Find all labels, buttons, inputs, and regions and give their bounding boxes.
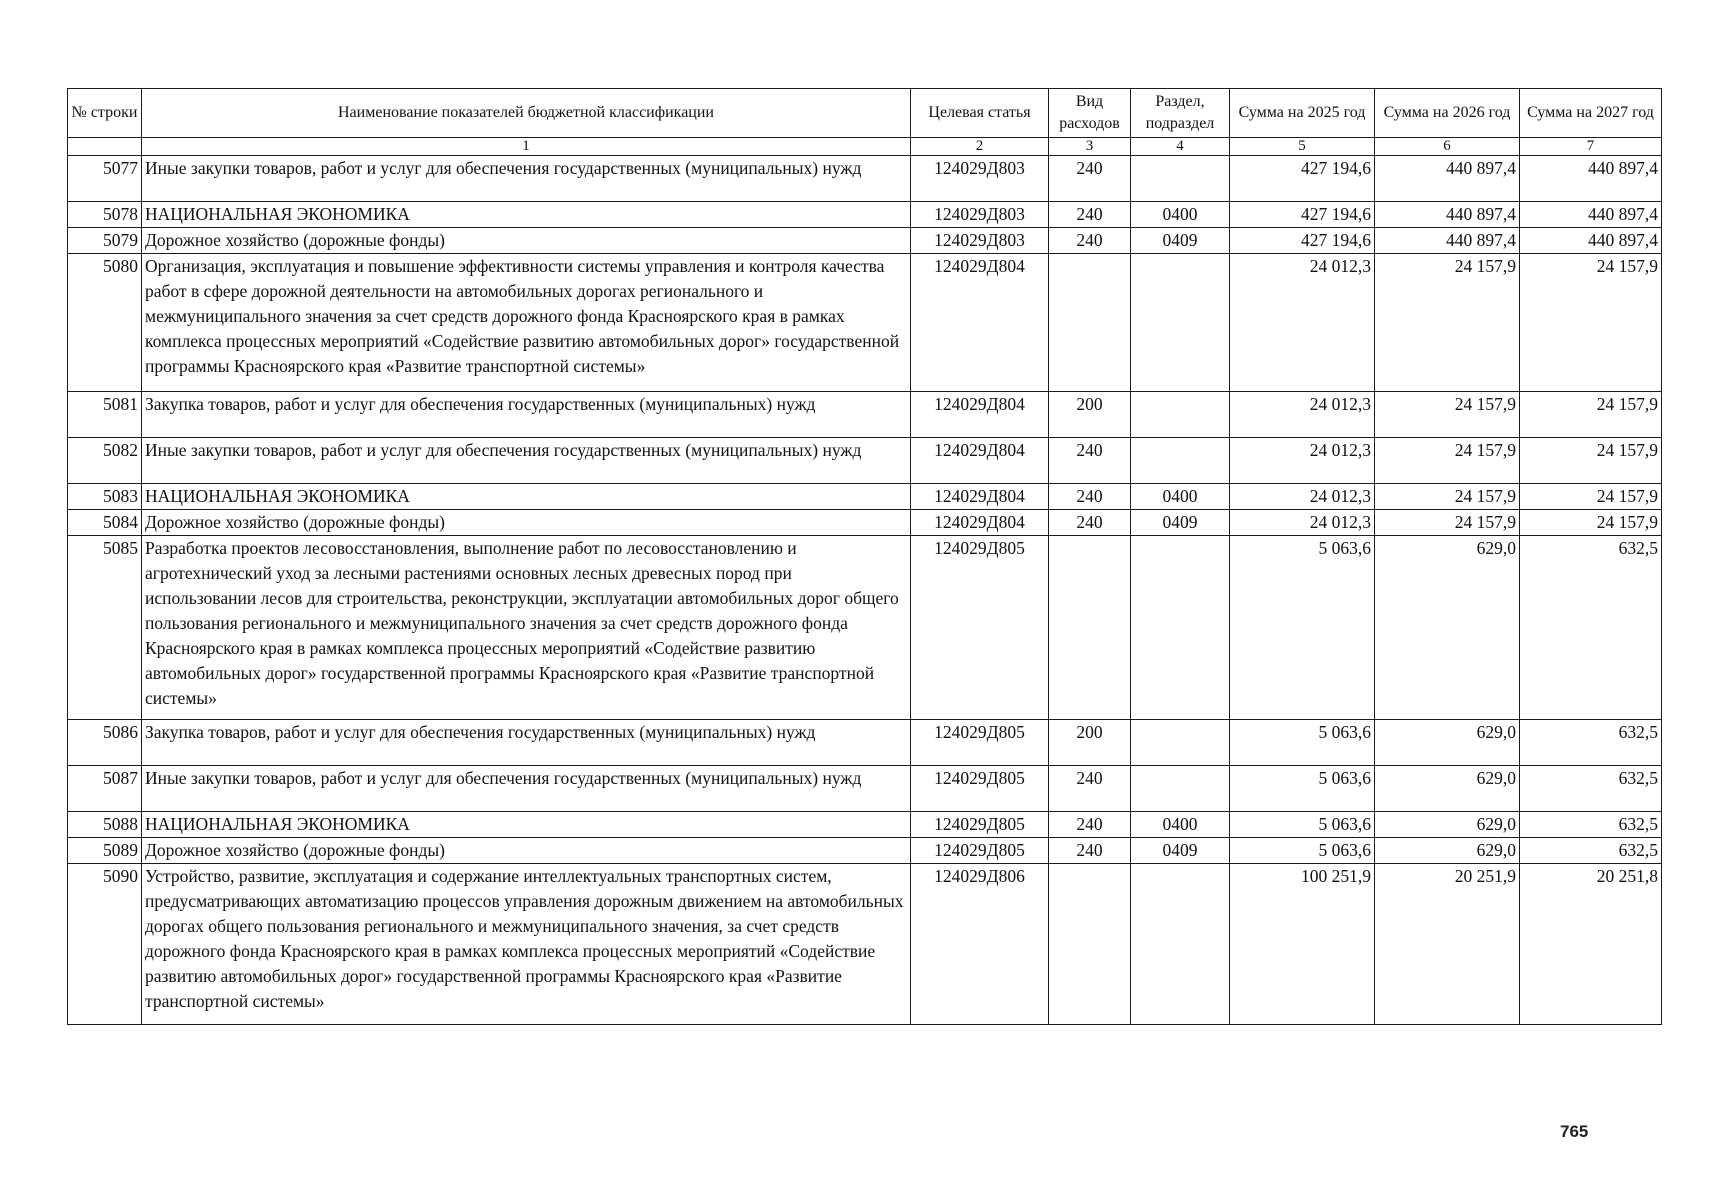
sum-2027: 440 897,4 — [1520, 156, 1662, 202]
expense-type: 240 — [1049, 484, 1131, 510]
table-row — [68, 202, 1662, 228]
section-code: 0400 — [1131, 812, 1230, 838]
column-index: 2 — [911, 138, 1049, 156]
table-row — [68, 720, 1662, 766]
expense-type: 240 — [1049, 438, 1131, 484]
expense-type: 240 — [1049, 510, 1131, 536]
expense-type: 240 — [1049, 766, 1131, 812]
indicator-name: НАЦИОНАЛЬНАЯ ЭКОНОМИКА — [142, 812, 911, 838]
target-article: 124029Д803 — [911, 202, 1049, 228]
expense-type: 200 — [1049, 720, 1131, 766]
indicator-name: Организация, эксплуатация и повышение эффективности системы управления и контроля качества работ в сфере дорожной деятельности на автомобильных дорогах регионального и межмуниципального значения за счет средств дорожного фонда Красноярского края в рамках комплекса процессных мероприятий «Содействие развитию автомобильных дорог» государственной программы Красноярского края «Развитие транспортной системы» — [142, 254, 911, 392]
indicator-name: Иные закупки товаров, работ и услуг для обеспечения государственных (муниципальных) нужд — [142, 156, 911, 202]
sum-2025: 24 012,3 — [1230, 254, 1375, 392]
expense-type: 240 — [1049, 838, 1131, 864]
sum-2026: 24 157,9 — [1375, 484, 1520, 510]
expense-type: 240 — [1049, 156, 1131, 202]
sum-2026: 24 157,9 — [1375, 392, 1520, 438]
header-section: Раздел, подраздел — [1131, 89, 1230, 138]
sum-2025: 5 063,6 — [1230, 838, 1375, 864]
sum-2025: 5 063,6 — [1230, 812, 1375, 838]
section-code — [1131, 392, 1230, 438]
sum-2027: 24 157,9 — [1520, 510, 1662, 536]
target-article: 124029Д805 — [911, 766, 1049, 812]
row-number: 5085 — [68, 536, 142, 720]
row-number: 5087 — [68, 766, 142, 812]
sum-2025: 24 012,3 — [1230, 392, 1375, 438]
sum-2025: 427 194,6 — [1230, 228, 1375, 254]
sum-2027: 632,5 — [1520, 812, 1662, 838]
row-number: 5086 — [68, 720, 142, 766]
indicator-name: Дорожное хозяйство (дорожные фонды) — [142, 838, 911, 864]
table-row — [68, 838, 1662, 864]
target-article: 124029Д804 — [911, 254, 1049, 392]
target-article: 124029Д805 — [911, 812, 1049, 838]
table-row — [68, 392, 1662, 438]
indicator-name: Закупка товаров, работ и услуг для обеспечения государственных (муниципальных) нужд — [142, 392, 911, 438]
row-number: 5090 — [68, 864, 142, 1025]
header-name: Наименование показателей бюджетной классификации — [142, 89, 911, 138]
row-number: 5077 — [68, 156, 142, 202]
indicator-name: Дорожное хозяйство (дорожные фонды) — [142, 228, 911, 254]
column-index: 6 — [1375, 138, 1520, 156]
table-row — [68, 812, 1662, 838]
section-code — [1131, 156, 1230, 202]
column-index: 7 — [1520, 138, 1662, 156]
indicator-name: Разработка проектов лесовосстановления, выполнение работ по лесовосстановлению и агротехнический уход за лесными растениями основных лесных древесных пород при использовании лесов для строительства, реконструкции, эксплуатации автомобильных дорог общего пользования регионального и межмуниципального значения за счет средств дорожного фонда Красноярского края в рамках комплекса процессных мероприятий «Содействие развитию автомобильных дорог» государственной программы Красноярского края «Развитие транспортной системы» — [142, 536, 911, 720]
indicator-name: Закупка товаров, работ и услуг для обеспечения государственных (муниципальных) нужд — [142, 720, 911, 766]
sum-2026: 24 157,9 — [1375, 510, 1520, 536]
section-code — [1131, 536, 1230, 720]
header-sum-2027: Сумма на 2027 год — [1520, 89, 1662, 138]
sum-2025: 5 063,6 — [1230, 536, 1375, 720]
column-index: 1 — [142, 138, 911, 156]
section-code: 0400 — [1131, 484, 1230, 510]
expense-type: 240 — [1049, 202, 1131, 228]
row-number: 5078 — [68, 202, 142, 228]
row-number: 5081 — [68, 392, 142, 438]
column-index-row — [68, 138, 1662, 156]
target-article: 124029Д804 — [911, 438, 1049, 484]
sum-2026: 24 157,9 — [1375, 438, 1520, 484]
header-row — [68, 89, 1662, 138]
sum-2027: 24 157,9 — [1520, 438, 1662, 484]
section-code: 0409 — [1131, 510, 1230, 536]
section-code: 0409 — [1131, 228, 1230, 254]
section-code — [1131, 864, 1230, 1025]
target-article: 124029Д805 — [911, 838, 1049, 864]
budget-classification-table — [67, 88, 1662, 1025]
sum-2025: 24 012,3 — [1230, 484, 1375, 510]
target-article: 124029Д804 — [911, 392, 1049, 438]
column-index — [68, 138, 142, 156]
sum-2027: 632,5 — [1520, 838, 1662, 864]
sum-2027: 24 157,9 — [1520, 254, 1662, 392]
indicator-name: НАЦИОНАЛЬНАЯ ЭКОНОМИКА — [142, 484, 911, 510]
table-row — [68, 510, 1662, 536]
sum-2025: 5 063,6 — [1230, 720, 1375, 766]
sum-2027: 440 897,4 — [1520, 202, 1662, 228]
sum-2025: 24 012,3 — [1230, 510, 1375, 536]
table-body — [68, 156, 1662, 1025]
sum-2026: 629,0 — [1375, 838, 1520, 864]
table-row — [68, 438, 1662, 484]
target-article: 124029Д804 — [911, 484, 1049, 510]
expense-type — [1049, 254, 1131, 392]
indicator-name: Устройство, развитие, эксплуатация и содержание интеллектуальных транспортных систем, предусматривающих автоматизацию процессов управления дорожным движением на автомобильных дорогах общего пользования регионального и межмуниципального значения, за счет средств дорожного фонда Красноярского края в рамках комплекса процессных мероприятий «Содействие развитию автомобильных дорог» государственной программы Красноярского края «Развитие транспортной системы» — [142, 864, 911, 1025]
sum-2026: 440 897,4 — [1375, 156, 1520, 202]
target-article: 124029Д803 — [911, 156, 1049, 202]
expense-type: 200 — [1049, 392, 1131, 438]
row-number: 5079 — [68, 228, 142, 254]
section-code — [1131, 766, 1230, 812]
section-code — [1131, 720, 1230, 766]
sum-2025: 427 194,6 — [1230, 156, 1375, 202]
section-code — [1131, 254, 1230, 392]
column-index: 4 — [1131, 138, 1230, 156]
section-code: 0400 — [1131, 202, 1230, 228]
expense-type: 240 — [1049, 228, 1131, 254]
sum-2027: 632,5 — [1520, 766, 1662, 812]
sum-2025: 100 251,9 — [1230, 864, 1375, 1025]
indicator-name: Иные закупки товаров, работ и услуг для обеспечения государственных (муниципальных) нужд — [142, 766, 911, 812]
sum-2025: 5 063,6 — [1230, 766, 1375, 812]
table-row — [68, 254, 1662, 392]
sum-2027: 440 897,4 — [1520, 228, 1662, 254]
sum-2026: 24 157,9 — [1375, 254, 1520, 392]
header-expense-type: Вид расходов — [1049, 89, 1131, 138]
header-sum-2026: Сумма на 2026 год — [1375, 89, 1520, 138]
sum-2027: 632,5 — [1520, 720, 1662, 766]
sum-2026: 629,0 — [1375, 766, 1520, 812]
sum-2027: 632,5 — [1520, 536, 1662, 720]
header-row-number: № строки — [68, 89, 142, 138]
section-code: 0409 — [1131, 838, 1230, 864]
sum-2027: 24 157,9 — [1520, 392, 1662, 438]
expense-type — [1049, 536, 1131, 720]
sum-2026: 440 897,4 — [1375, 228, 1520, 254]
target-article: 124029Д805 — [911, 536, 1049, 720]
header-target-article: Целевая статья — [911, 89, 1049, 138]
expense-type — [1049, 864, 1131, 1025]
table-row — [68, 536, 1662, 720]
target-article: 124029Д806 — [911, 864, 1049, 1025]
sum-2027: 20 251,8 — [1520, 864, 1662, 1025]
sum-2026: 20 251,9 — [1375, 864, 1520, 1025]
table-row — [68, 484, 1662, 510]
sum-2026: 629,0 — [1375, 812, 1520, 838]
row-number: 5083 — [68, 484, 142, 510]
table-row — [68, 864, 1662, 1025]
target-article: 124029Д804 — [911, 510, 1049, 536]
column-index: 5 — [1230, 138, 1375, 156]
sum-2026: 629,0 — [1375, 536, 1520, 720]
sum-2026: 440 897,4 — [1375, 202, 1520, 228]
table-row — [68, 156, 1662, 202]
indicator-name: Иные закупки товаров, работ и услуг для обеспечения государственных (муниципальных) нужд — [142, 438, 911, 484]
target-article: 124029Д803 — [911, 228, 1049, 254]
section-code — [1131, 438, 1230, 484]
table-row — [68, 228, 1662, 254]
table-row — [68, 766, 1662, 812]
row-number: 5082 — [68, 438, 142, 484]
column-index: 3 — [1049, 138, 1131, 156]
header-sum-2025: Сумма на 2025 год — [1230, 89, 1375, 138]
indicator-name: Дорожное хозяйство (дорожные фонды) — [142, 510, 911, 536]
row-number: 5089 — [68, 838, 142, 864]
row-number: 5080 — [68, 254, 142, 392]
sum-2026: 629,0 — [1375, 720, 1520, 766]
row-number: 5088 — [68, 812, 142, 838]
sum-2027: 24 157,9 — [1520, 484, 1662, 510]
expense-type: 240 — [1049, 812, 1131, 838]
sum-2025: 427 194,6 — [1230, 202, 1375, 228]
indicator-name: НАЦИОНАЛЬНАЯ ЭКОНОМИКА — [142, 202, 911, 228]
sum-2025: 24 012,3 — [1230, 438, 1375, 484]
target-article: 124029Д805 — [911, 720, 1049, 766]
row-number: 5084 — [68, 510, 142, 536]
page-number: 765 — [1560, 1122, 1589, 1141]
